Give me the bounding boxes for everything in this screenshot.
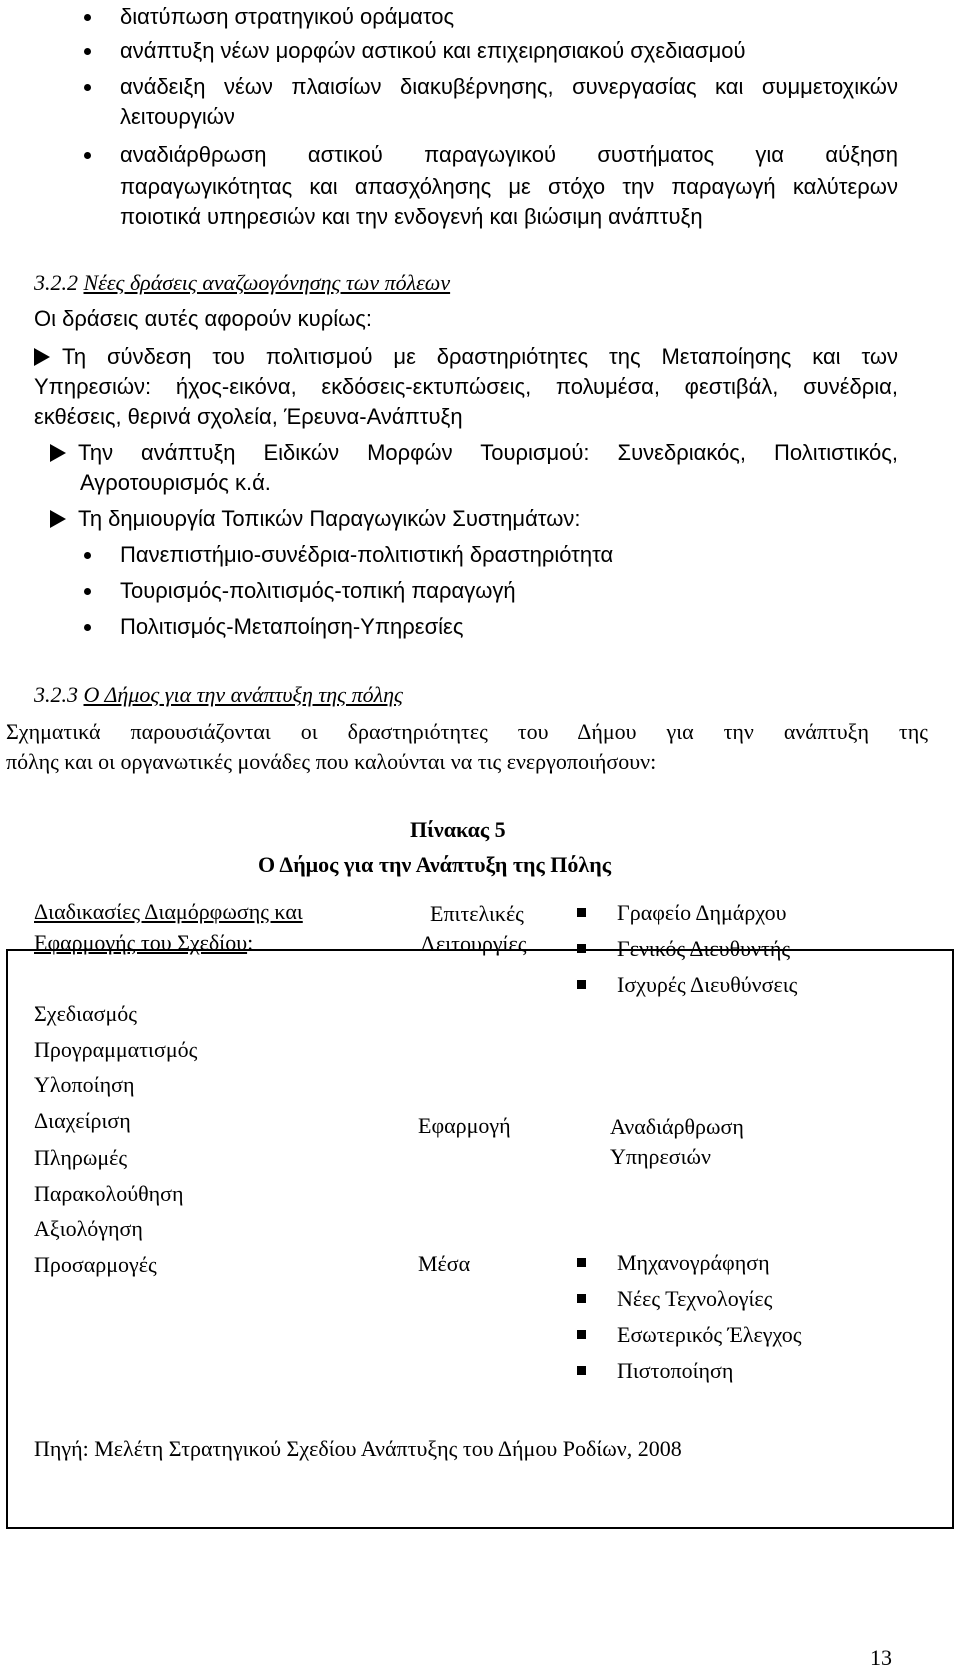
left-item: Αξιολόγηση [34,1216,143,1241]
arrow-right-icon [50,444,66,462]
section-title: Νέες δράσεις αναζωογόνησης των πόλεων [83,270,451,295]
means-item: Πιστοποίηση [617,1358,734,1383]
impl-item: Αναδιάρθρωση [610,1114,744,1139]
section-intro: Οι δράσεις αυτές αφορούν κυρίως: [34,306,372,331]
bullet-icon [84,624,91,631]
section-number: 3.2.3 [34,682,78,707]
list-item: Τουρισμός-πολιτισμός-τοπική παραγωγή [120,578,516,603]
square-bullet-icon [577,1294,586,1303]
square-bullet-icon [577,944,586,953]
section-number: 3.2.2 [34,270,78,295]
bullet-icon [84,588,91,595]
arrow-right-icon [34,348,50,366]
arrow-item: Τη δημιουργία Τοπικών Παραγωγικών Συστημάτων: [50,504,580,534]
arrow-item-continued: Υπηρεσιών: ήχος-εικόνα, εκδόσεις-εκτυπώσεις, πολυμέσα, φεστιβάλ, συνέδρια, [34,374,898,399]
means-label: Μέσα [418,1251,471,1276]
bullet-icon [84,152,91,159]
exec-item: Ισχυρές Διευθύνσεις [617,972,798,997]
left-item: Σχεδιασμός [34,1001,137,1026]
table-caption: Πίνακας 5 [410,817,506,842]
bullet-icon [84,552,91,559]
exec-label: Λειτουργίες [420,931,527,956]
list-item: διατύπωση στρατηγικού οράματος [120,4,455,29]
means-item: Εσωτερικός Έλεγχος [617,1322,802,1347]
list-item-continued: λειτουργιών [120,104,235,129]
left-item: Πληρωμές [34,1145,128,1170]
means-item: Μηχανογράφηση [617,1250,770,1275]
arrow-item-continued: Αγροτουρισμός κ.ά. [80,470,271,495]
section-heading [34,680,403,710]
left-item: Υλοποίηση [34,1072,135,1097]
square-bullet-icon [577,1258,586,1267]
list-item-continued: ποιοτικά υπηρεσιών και την ενδογενή και βιώσιμη ανάπτυξη [120,204,703,229]
impl-label: Εφαρμογή [418,1113,511,1138]
paragraph-line: Σχηματικά παρουσιάζονται οι δραστηριότητες του Δήμου για την ανάπτυξη της [6,719,928,744]
left-item: Προσαρμογές [34,1252,157,1277]
paragraph-line: πόλης και οι οργανωτικές μονάδες που καλούνται να τις ενεργοποιήσουν: [6,749,657,774]
bullet-icon [84,14,91,21]
arrow-item: Την ανάπτυξη Ειδικών Μορφών Τουρισμού: Συνεδριακός, Πολιτιστικός, [50,438,898,468]
list-item: ανάδειξη νέων πλαισίων διακυβέρνησης, συνεργασίας και συμμετοχικών [120,74,898,99]
square-bullet-icon [577,1366,586,1375]
left-item: Διαχείριση [34,1108,131,1133]
section-title: Ο Δήμος για την ανάπτυξη της πόλης [83,682,403,707]
left-heading: Εφαρμογής του Σχεδίου: [34,930,254,955]
list-item-continued: παραγωγικότητας και απασχόλησης με στόχο την παραγωγή καλύτερων [120,174,898,199]
list-item: ανάπτυξη νέων μορφών αστικού και επιχειρησιακού σχεδιασμού [120,38,746,63]
list-item: αναδιάρθρωση αστικού παραγωγικού συστήματος για αύξηση [120,142,898,167]
page-number: 13 [870,1645,892,1670]
means-item: Νέες Τεχνολογίες [617,1286,773,1311]
arrow-item-continued: εκθέσεις, θερινά σχολεία, Έρευνα-Ανάπτυξη [34,404,463,429]
table-source: Πηγή: Μελέτη Στρατηγικού Σχεδίου Ανάπτυξης του Δήμου Ροδίων, 2008 [34,1436,682,1461]
bullet-icon [84,48,91,55]
exec-item: Γενικός Διευθυντής [617,936,791,961]
list-item: Πολιτισμός-Μεταποίηση-Υπηρεσίες [120,614,464,639]
section-heading [34,268,450,298]
arrow-right-icon [50,510,66,528]
left-item: Παρακολούθηση [34,1181,184,1206]
square-bullet-icon [577,908,586,917]
bullet-icon [84,84,91,91]
exec-label: Επιτελικές [430,901,524,926]
arrow-item: Τη σύνδεση του πολιτισμού με δραστηριότητες της Μεταποίησης και των [34,342,898,372]
impl-item: Υπηρεσιών [610,1144,711,1169]
exec-item: Γραφείο Δημάρχου [617,900,787,925]
square-bullet-icon [577,980,586,989]
left-item: Προγραμματισμός [34,1037,198,1062]
left-heading: Διαδικασίες Διαμόρφωσης και [34,899,303,924]
list-item: Πανεπιστήμιο-συνέδρια-πολιτιστική δραστηριότητα [120,542,614,567]
square-bullet-icon [577,1330,586,1339]
table-title: Ο Δήμος για την Ανάπτυξη της Πόλης [258,852,611,877]
